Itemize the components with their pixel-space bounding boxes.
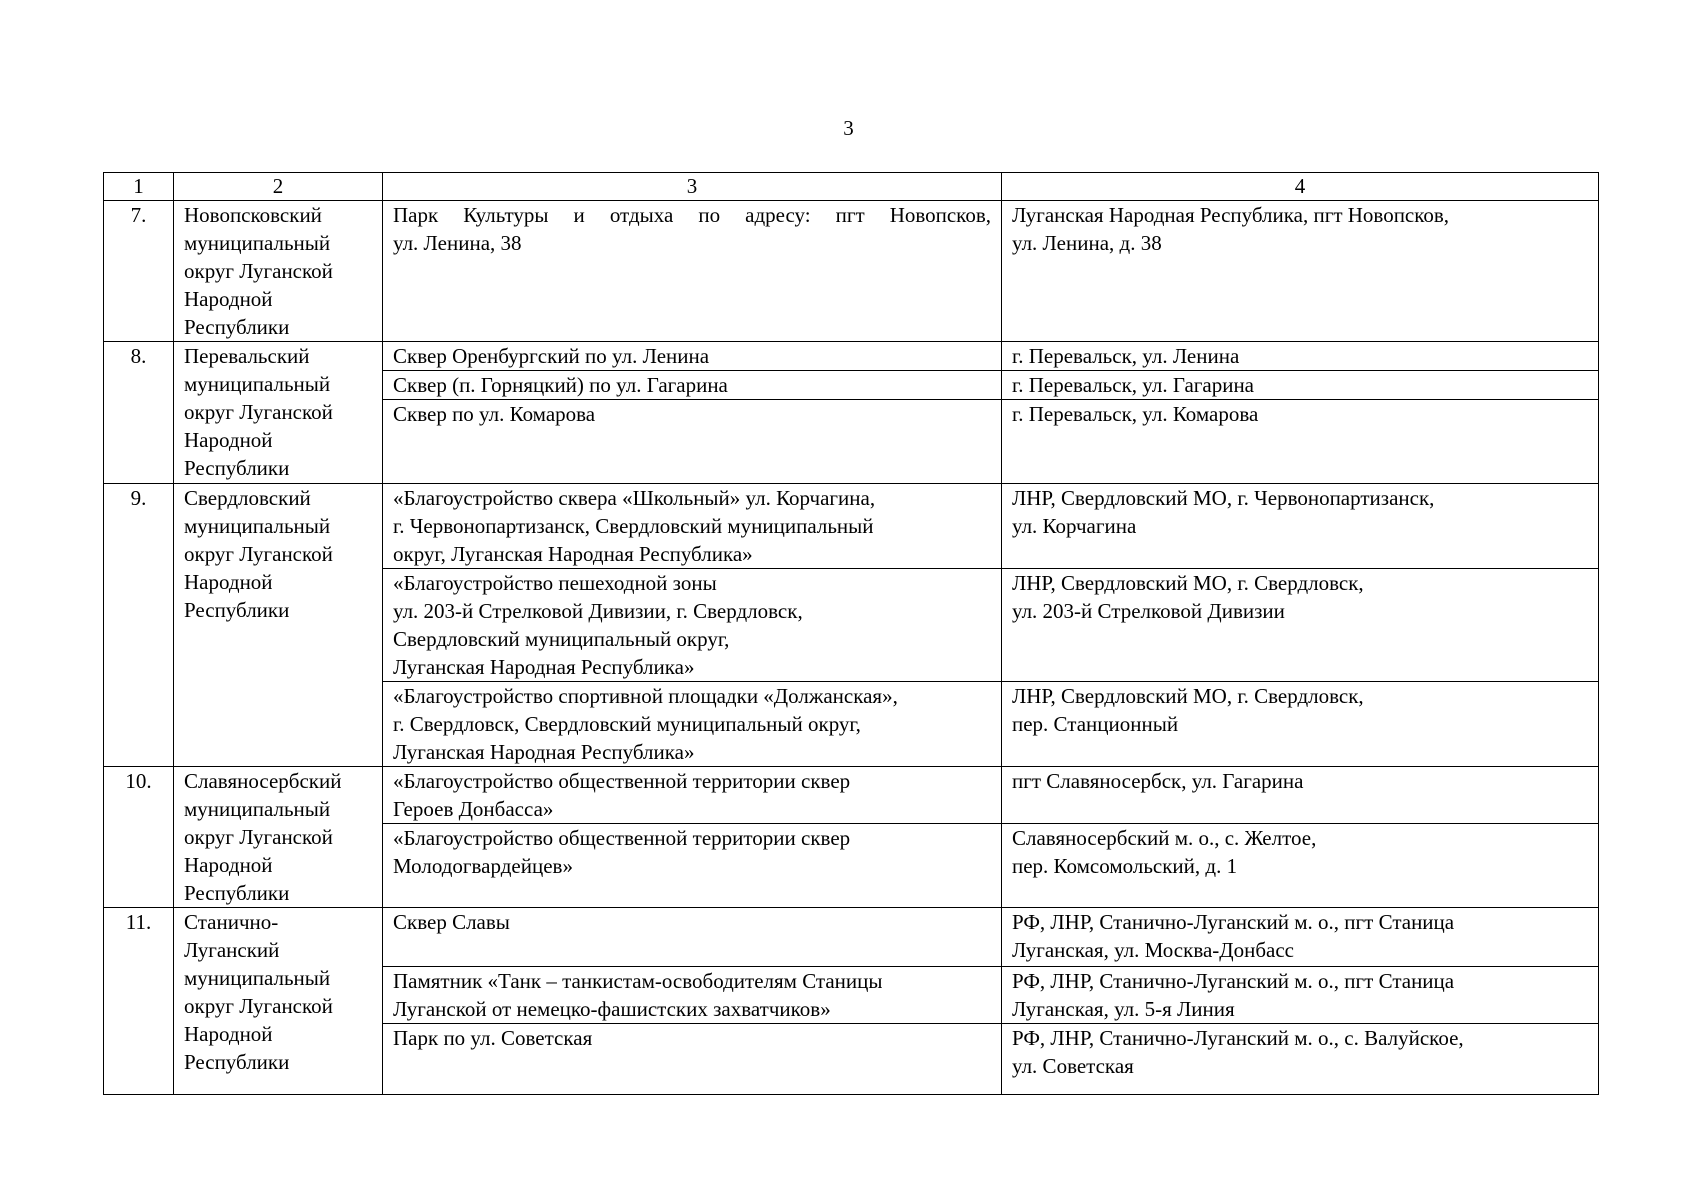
column-number: 3 — [383, 173, 1002, 201]
object-cell: «Благоустройство пешеходной зоны ул. 203-й Стрелковой Дивизии, г. Свердловск, Свердловский муниципальный округ, Луганская Народная Республика» — [383, 569, 1002, 682]
page-number: 3 — [843, 116, 854, 140]
table-row — [104, 484, 1599, 569]
object-cell: «Благоустройство общественной территории сквер Молодогвардейцев» — [383, 824, 1002, 908]
address-cell: РФ, ЛНР, Станично-Луганский м. о., пгт Станица Луганская, ул. 5-я Линия — [1002, 967, 1599, 1024]
object-cell: Памятник «Танк – танкистам-освободителям Станицы Луганской от немецко-фашистских захватчиков» — [383, 967, 1002, 1024]
row-number: 10. — [104, 767, 174, 908]
address-cell: пгт Славяносербск, ул. Гагарина — [1002, 767, 1599, 824]
column-number: 2 — [174, 173, 383, 201]
object-cell: «Благоустройство спортивной площадки «Должанская», г. Свердловск, Свердловский муниципальный округ, Луганская Народная Республика» — [383, 682, 1002, 767]
table-row — [104, 908, 1599, 967]
column-number: 1 — [104, 173, 174, 201]
address-cell: г. Перевальск, ул. Комарова — [1002, 400, 1599, 484]
column-number-row — [104, 173, 1599, 201]
address-cell: ЛНР, Свердловский МО, г. Свердловск, пер. Станционный — [1002, 682, 1599, 767]
row-number: 7. — [104, 201, 174, 342]
object-cell: «Благоустройство общественной территории сквер Героев Донбасса» — [383, 767, 1002, 824]
object-cell: Сквер Славы — [383, 908, 1002, 967]
district-cell: Перевальский муниципальный округ Луганской Народной Республики — [174, 342, 383, 484]
table-row — [104, 767, 1599, 824]
address-cell: ЛНР, Свердловский МО, г. Червонопартизанск, ул. Корчагина — [1002, 484, 1599, 569]
address-cell: РФ, ЛНР, Станично-Луганский м. о., пгт Станица Луганская, ул. Москва-Донбасс — [1002, 908, 1599, 967]
object-cell: Парк по ул. Советская — [383, 1024, 1002, 1095]
table-row — [104, 201, 1599, 342]
column-number: 4 — [1002, 173, 1599, 201]
district-cell: Свердловский муниципальный округ Луганской Народной Республики — [174, 484, 383, 767]
object-cell: Сквер (п. Горняцкий) по ул. Гагарина — [383, 371, 1002, 400]
objects-table — [103, 172, 1599, 1095]
district-cell: Новопсковский муниципальный округ Луганской Народной Республики — [174, 201, 383, 342]
object-cell: Сквер Оренбургский по ул. Ленина — [383, 342, 1002, 371]
district-cell: Славяносербский муниципальный округ Луганской Народной Республики — [174, 767, 383, 908]
object-cell: Сквер по ул. Комарова — [383, 400, 1002, 484]
object-cell: «Благоустройство сквера «Школьный» ул. Корчагина, г. Червонопартизанск, Свердловский муниципальный округ, Луганская Народная Республика» — [383, 484, 1002, 569]
address-cell: г. Перевальск, ул. Ленина — [1002, 342, 1599, 371]
row-number: 11. — [104, 908, 174, 1095]
district-cell: Станично- Луганский муниципальный округ Луганской Народной Республики — [174, 908, 383, 1095]
address-cell: ЛНР, Свердловский МО, г. Свердловск, ул. 203-й Стрелковой Дивизии — [1002, 569, 1599, 682]
table-row — [104, 342, 1599, 371]
row-number: 8. — [104, 342, 174, 484]
address-cell: г. Перевальск, ул. Гагарина — [1002, 371, 1599, 400]
address-cell: Славяносербский м. о., с. Желтое, пер. Комсомольский, д. 1 — [1002, 824, 1599, 908]
table-body — [104, 173, 1599, 1095]
address-cell: РФ, ЛНР, Станично-Луганский м. о., с. Валуйское, ул. Советская — [1002, 1024, 1599, 1095]
object-cell: Парк Культуры и отдыха по адресу: пгт Новопсков, ул. Ленина, 38 — [383, 201, 1002, 342]
address-cell: Луганская Народная Республика, пгт Новопсков, ул. Ленина, д. 38 — [1002, 201, 1599, 342]
row-number: 9. — [104, 484, 174, 767]
